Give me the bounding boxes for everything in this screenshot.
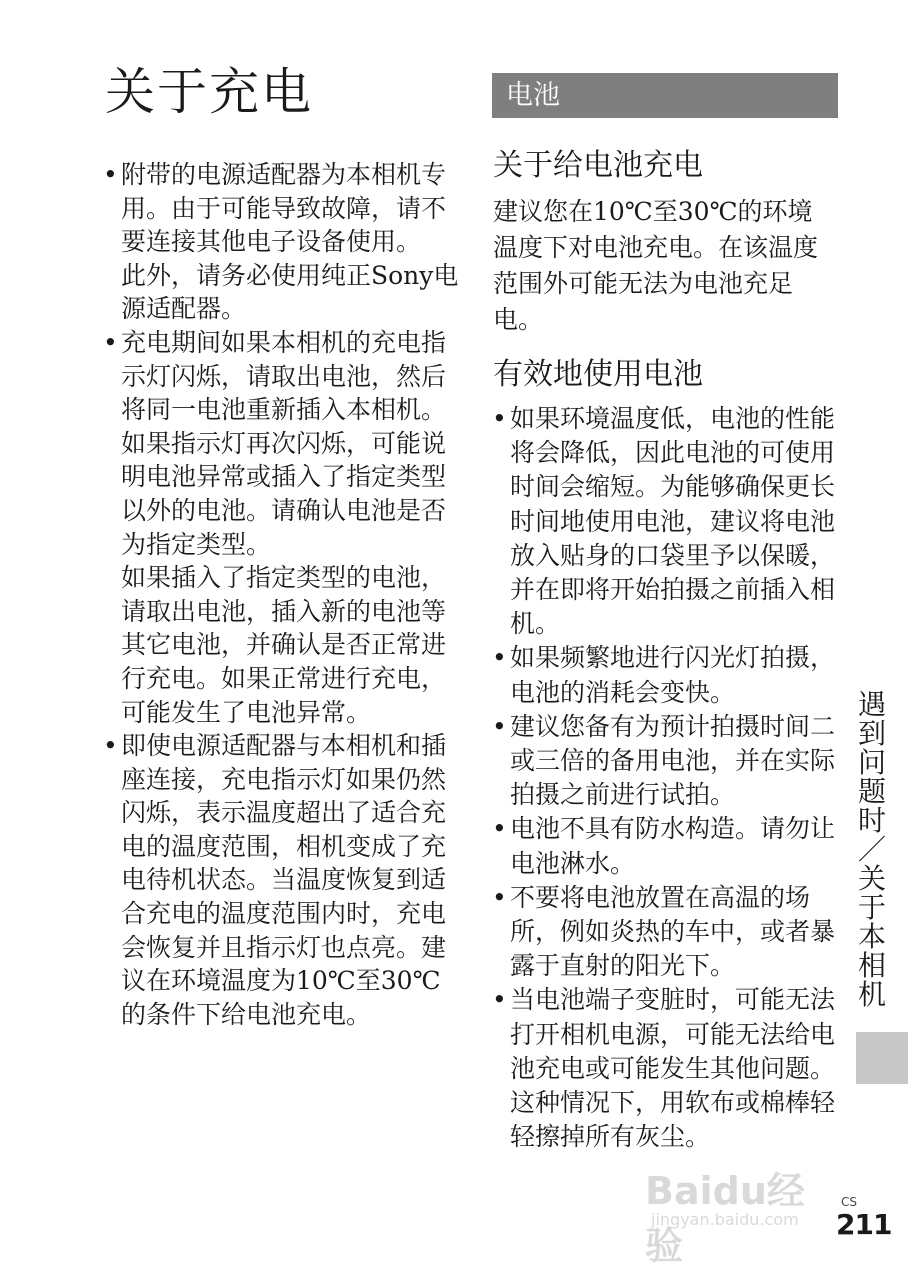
battery-charging-text: 建议您在10℃至30℃的环境温度下对电池充电。在该温度范围外可能无法为电池充足电。 [493,197,819,334]
watermark [645,1150,835,1268]
battery-charging-heading: 关于给电池充电 [493,148,703,183]
side-tab-char: 本 [857,920,886,953]
side-tab-marker [856,1032,908,1084]
side-tab-char: 时 [857,804,886,837]
side-tab-char: 题 [857,775,886,808]
battery-tips-list [492,402,842,1154]
list-item-text: • 即使电源适配器与本相机和插座连接，充电指示灯如果仍然闪烁，表示温度超出了适合充电的温度范围，相机变成了充电待机状态。当温度恢复到适合充电的温度范围内时，充电会恢复并且指示灯也点亮。建议在环境温度为10℃至30℃的条件下给电池充电。 [121,731,447,1029]
battery-effective-use-heading: 有效地使用电池 [493,357,703,392]
side-tab-char: ／ [857,833,886,866]
charging-notes-list [103,158,463,1031]
list-item-text: • 充电期间如果本相机的充电指示灯闪烁，请取出电池，然后将同一电池重新插入本相机。如果指示灯再次闪烁，可能说明电池异常或插入了指定类型以外的电池。请确认电池是否为指定类型。 [121,327,447,559]
list-item [103,158,463,326]
side-tab-char: 于 [857,891,886,924]
list-item: • 不要将电池放置在高温的场所，例如炎热的车中，或者暴露于直射的阳光下。 [492,881,842,984]
side-tab-char: 关 [857,862,886,895]
watermark-logo: Baidu经验 [645,1169,805,1268]
list-item [103,729,463,1031]
list-item-text: • 附带的电源适配器为本相机专用。由于可能导致故障，请不要连接其他电子设备使用。 [121,160,447,257]
page-number: 211 [836,1208,892,1241]
list-item-text: 如果插入了指定类型的电池，请取出电池，插入新的电池等其它电池，并确认是否正常进行充电。如果正常进行充电，可能发生了电池异常。 [121,563,447,727]
language-code: CS [841,1195,857,1209]
side-tab-char: 到 [857,717,886,750]
list-item: • 如果环境温度低，电池的性能将会降低，因此电池的可使用时间会缩短。为能够确保更长时间地使用电池，建议将电池放入贴身的口袋里予以保暖，并在即将开始拍摄之前插入相机。 [492,402,842,641]
section-header-battery: 电池 [492,73,838,118]
side-tab-char: 遇 [857,688,886,721]
side-tab-char: 机 [857,978,886,1011]
side-tab-char: 相 [857,949,886,982]
list-item: • 电池不具有防水构造。请勿让电池淋水。 [492,812,842,880]
list-item: • 建议您备有为预计拍摄时间二或三倍的备用电池，并在实际拍摄之前进行试拍。 [492,710,842,813]
side-tab-char: 问 [857,746,886,779]
list-item [103,326,463,729]
list-item: • 当电池端子变脏时，可能无法打开相机电源，可能无法给电池充电或可能发生其他问题。这种情况下，用软布或棉棒轻轻擦掉所有灰尘。 [492,983,842,1154]
list-item: • 如果频繁地进行闪光灯拍摄，电池的消耗会变快。 [492,641,842,709]
page-title: 关于充电 [105,63,313,121]
watermark-url: jingyan.baidu.com [651,1210,799,1229]
list-item-text: 此外，请务必使用纯正Sony电源适配器。 [121,260,459,324]
side-tab-label [852,690,892,1009]
